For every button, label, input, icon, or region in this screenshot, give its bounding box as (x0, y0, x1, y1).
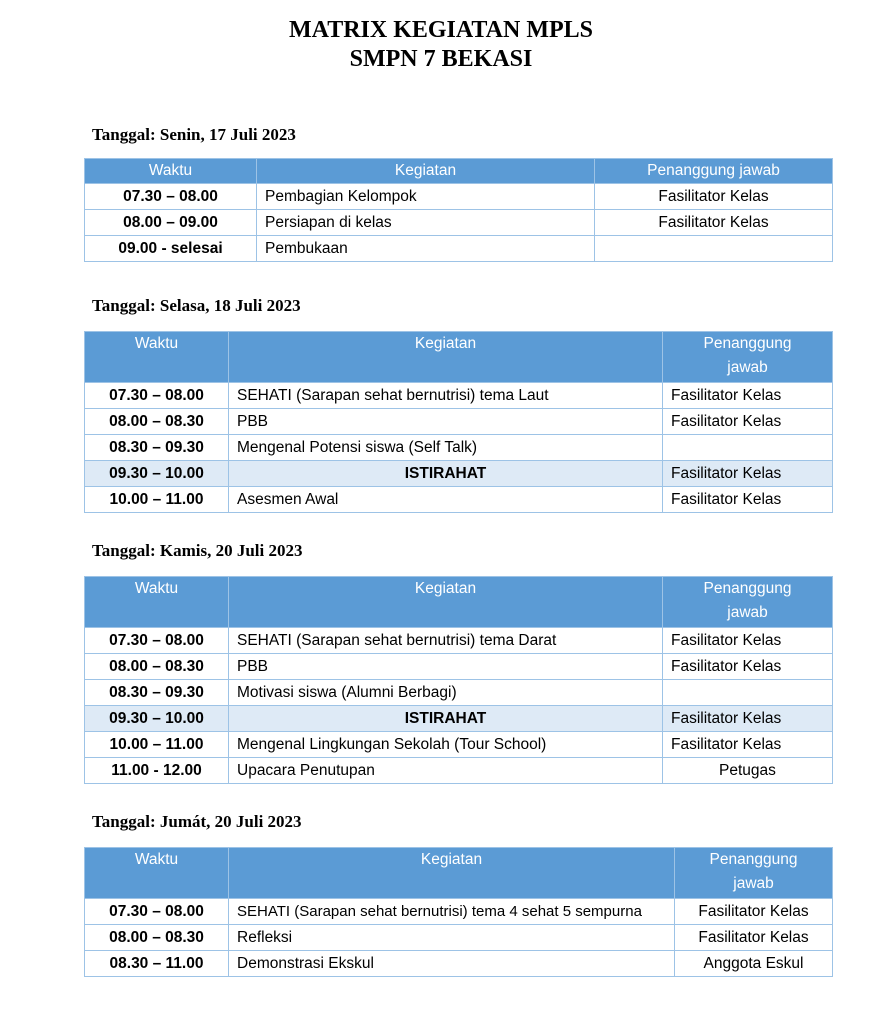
time-cell: 09.30 – 10.00 (85, 706, 229, 732)
table-row (85, 210, 833, 236)
school-name: SMPN 7 BEKASI (349, 46, 533, 72)
responsible-cell: Fasilitator Kelas (663, 461, 833, 487)
time-cell: 08.30 – 09.30 (85, 680, 229, 706)
header-waktu: Waktu (85, 332, 229, 383)
responsible-cell: Anggota Eskul (675, 951, 833, 977)
time-cell: 10.00 – 11.00 (85, 487, 229, 513)
time-cell: 08.30 – 11.00 (85, 951, 229, 977)
table-row (85, 435, 833, 461)
table-header (85, 332, 833, 383)
header-penanggung-line1: Penanggung (703, 580, 792, 597)
header-waktu: Waktu (85, 159, 257, 184)
header-penanggung-line2: jawab (727, 604, 768, 621)
time-cell: 09.30 – 10.00 (85, 461, 229, 487)
table-row (85, 487, 833, 513)
responsible-cell: Fasilitator Kelas (595, 210, 833, 236)
activity-cell: Motivasi siswa (Alumni Berbagi) (229, 680, 663, 706)
time-cell: 07.30 – 08.00 (85, 628, 229, 654)
table-row (85, 899, 833, 925)
header-kegiatan: Kegiatan (257, 159, 595, 184)
time-cell: 08.30 – 09.30 (85, 435, 229, 461)
activity-cell: PBB (229, 654, 663, 680)
activity-cell: Persiapan di kelas (257, 210, 595, 236)
table-header (85, 159, 833, 184)
activity-cell: Demonstrasi Ekskul (229, 951, 675, 977)
responsible-cell: Fasilitator Kelas (663, 487, 833, 513)
responsible-cell: Fasilitator Kelas (595, 184, 833, 210)
header-penanggung-line1: Penanggung (709, 851, 798, 868)
time-cell: 07.30 – 08.00 (85, 184, 257, 210)
activity-cell: Pembagian Kelompok (257, 184, 595, 210)
header-penanggung-line1: Penanggung (703, 335, 792, 352)
time-cell: 08.00 – 09.00 (85, 210, 257, 236)
time-cell: 07.30 – 08.00 (85, 383, 229, 409)
activity-cell-break: ISTIRAHAT (229, 706, 663, 732)
responsible-cell (663, 680, 833, 706)
activity-cell: SEHATI (Sarapan sehat bernutrisi) tema Laut (229, 383, 663, 409)
time-cell: 07.30 – 08.00 (85, 899, 229, 925)
header-kegiatan: Kegiatan (229, 577, 663, 628)
responsible-cell: Fasilitator Kelas (663, 383, 833, 409)
date-heading-kamis: Tanggal: Kamis, 20 Juli 2023 (92, 541, 303, 560)
responsible-cell: Fasilitator Kelas (663, 654, 833, 680)
responsible-cell: Fasilitator Kelas (663, 706, 833, 732)
header-kegiatan: Kegiatan (229, 848, 675, 899)
header-penanggung-line2: jawab (733, 875, 774, 892)
table-header (85, 848, 833, 899)
time-cell: 09.00 - selesai (85, 236, 257, 262)
table-row-break (85, 461, 833, 487)
header-penanggung-jawab: Penanggung jawab (595, 159, 833, 184)
date-heading-jumat: Tanggal: Jumát, 20 Juli 2023 (92, 812, 302, 831)
time-cell: 10.00 – 11.00 (85, 732, 229, 758)
table-row (85, 732, 833, 758)
date-heading-selasa: Tanggal: Selasa, 18 Juli 2023 (92, 296, 301, 315)
responsible-cell (663, 435, 833, 461)
header-penanggung-jawab (663, 332, 833, 383)
time-cell: 08.00 – 08.30 (85, 409, 229, 435)
activity-cell: Mengenal Lingkungan Sekolah (Tour School) (229, 732, 663, 758)
table-row (85, 628, 833, 654)
date-heading-senin: Tanggal: Senin, 17 Juli 2023 (92, 125, 296, 144)
activity-cell-break: ISTIRAHAT (229, 461, 663, 487)
responsible-cell: Fasilitator Kelas (675, 925, 833, 951)
header-waktu: Waktu (85, 848, 229, 899)
header-penanggung-jawab (675, 848, 833, 899)
table-row (85, 680, 833, 706)
time-cell: 11.00 - 12.00 (85, 758, 229, 784)
document-title: MATRIX KEGIATAN MPLS (288, 17, 593, 43)
responsible-cell: Fasilitator Kelas (663, 628, 833, 654)
activity-cell: Refleksi (229, 925, 675, 951)
table-row (85, 236, 833, 262)
responsible-cell: Fasilitator Kelas (663, 409, 833, 435)
table-row (85, 654, 833, 680)
table-row (85, 409, 833, 435)
table-row (85, 925, 833, 951)
responsible-cell: Fasilitator Kelas (675, 899, 833, 925)
schedule-table-jumat (84, 847, 833, 977)
header-penanggung-line2: jawab (727, 359, 768, 376)
responsible-cell (595, 236, 833, 262)
responsible-cell: Petugas (663, 758, 833, 784)
schedule-table-selasa (84, 331, 833, 513)
activity-cell: SEHATI (Sarapan sehat bernutrisi) tema 4 sehat 5 sempurna (229, 899, 675, 925)
header-waktu: Waktu (85, 577, 229, 628)
time-cell: 08.00 – 08.30 (85, 654, 229, 680)
activity-cell: SEHATI (Sarapan sehat bernutrisi) tema Darat (229, 628, 663, 654)
activity-cell: Mengenal Potensi siswa (Self Talk) (229, 435, 663, 461)
activity-cell: Pembukaan (257, 236, 595, 262)
table-row (85, 758, 833, 784)
activity-cell: Upacara Penutupan (229, 758, 663, 784)
table-row (85, 184, 833, 210)
header-kegiatan: Kegiatan (229, 332, 663, 383)
activity-cell: PBB (229, 409, 663, 435)
table-row (85, 383, 833, 409)
time-cell: 08.00 – 08.30 (85, 925, 229, 951)
table-header (85, 577, 833, 628)
schedule-table-senin (84, 158, 833, 262)
table-row (85, 951, 833, 977)
responsible-cell: Fasilitator Kelas (663, 732, 833, 758)
table-row-break (85, 706, 833, 732)
header-penanggung-jawab (663, 577, 833, 628)
activity-cell: Asesmen Awal (229, 487, 663, 513)
schedule-table-kamis (84, 576, 833, 784)
